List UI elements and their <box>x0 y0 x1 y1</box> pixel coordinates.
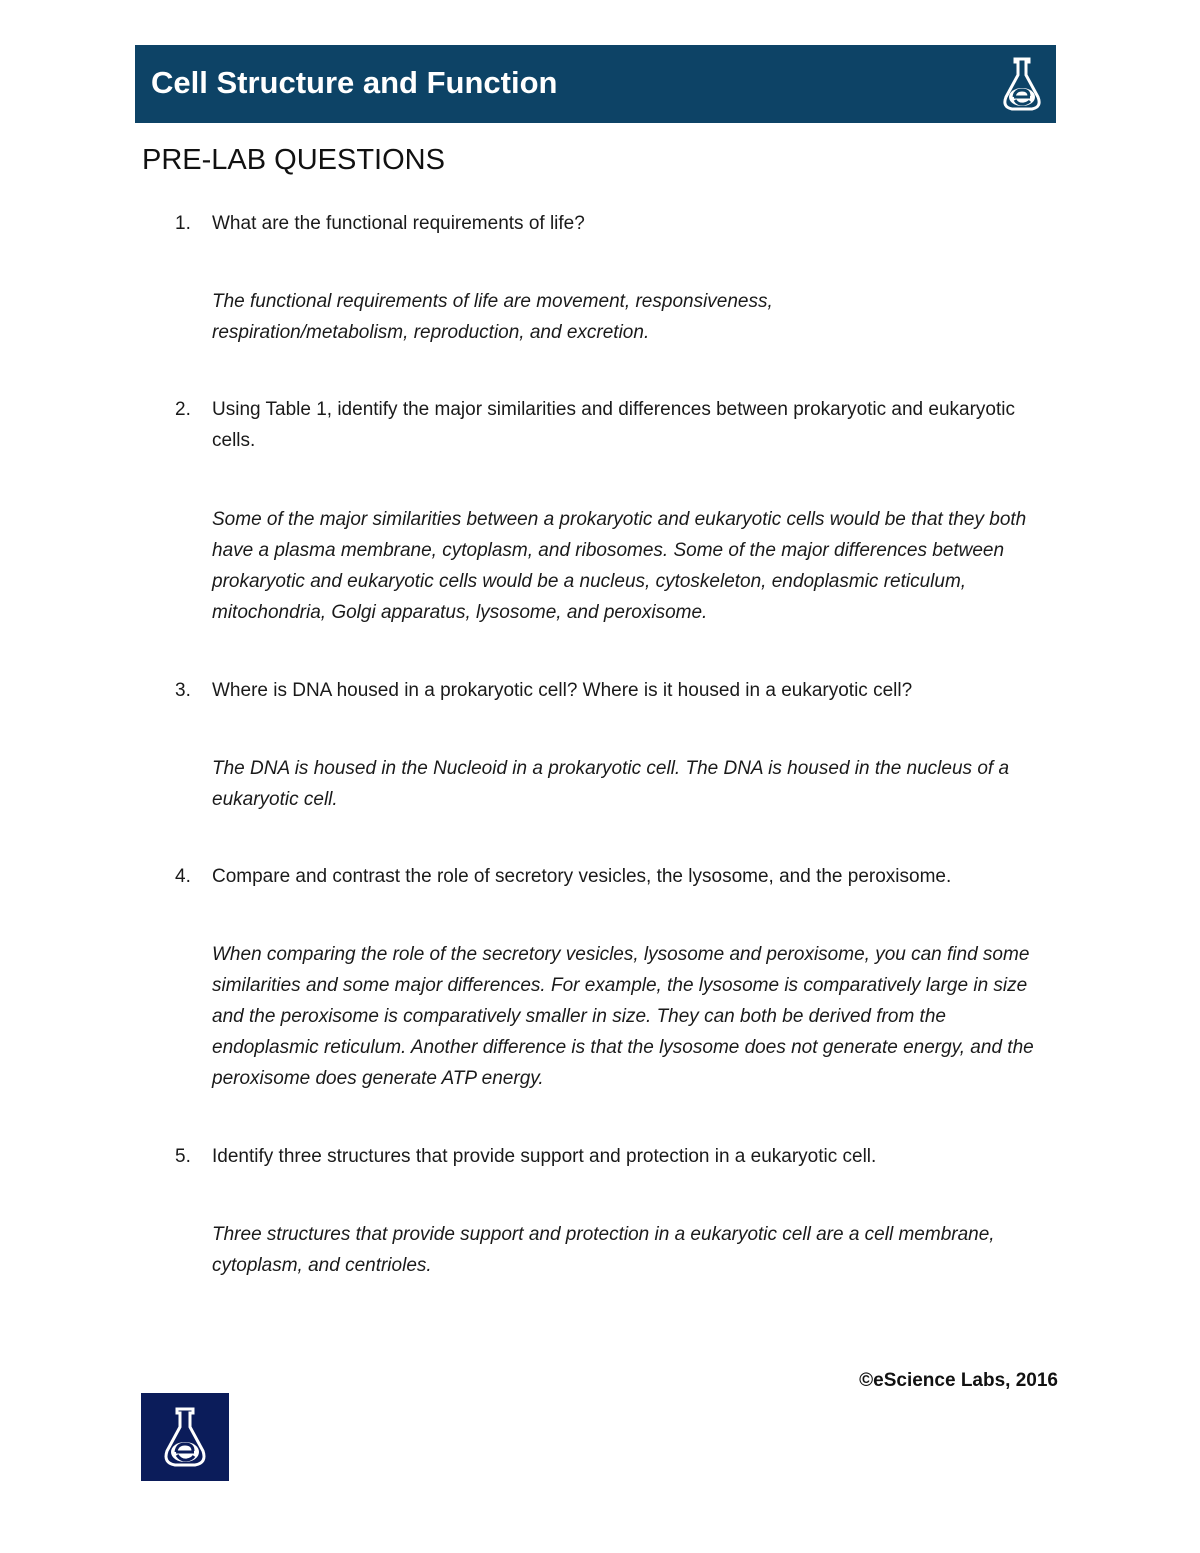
question-number: 1. <box>175 213 191 234</box>
question-number: 5. <box>175 1146 191 1167</box>
answer-text: The functional requirements of life are movement, responsiveness, respiration/metabolism, reproduction, and excretion. <box>212 291 773 343</box>
answer-text: The DNA is housed in the Nucleoid in a prokaryotic cell. The DNA is housed in the nucleus of a eukaryotic cell. <box>212 758 1010 810</box>
document-title: Cell Structure and Function <box>151 65 558 100</box>
question-text: What are the functional requirements of life? <box>212 213 585 234</box>
question-text: Where is DNA housed in a prokaryotic cell? Where is it housed in a eukaryotic cell? <box>212 680 913 701</box>
answer-text: Some of the major similarities between a prokaryotic and eukaryotic cells would be that they both have a plasma membrane, cytoplasm, and ribosomes. Some of the major differences between prokaryotic and eukaryotic cells would be a nucleus, cytoskeleton, endoplasmic reticulum, mitochondria, Golgi apparatus, lysosome, and peroxisome. <box>212 509 1027 623</box>
answer-text: Three structures that provide support and protection in a eukaryotic cell are a cell membrane, cytoplasm, and centrioles. <box>212 1224 995 1276</box>
copyright-notice: ©eScience Labs, 2016 <box>859 1370 1058 1391</box>
question-number: 4. <box>175 866 191 887</box>
question-number: 3. <box>175 680 191 701</box>
question-text: Identify three structures that provide support and protection in a eukaryotic cell. <box>212 1146 877 1167</box>
question-text: Compare and contrast the role of secretory vesicles, the lysosome, and the peroxisome. <box>212 866 952 887</box>
question-number: 2. <box>175 399 191 420</box>
section-title: PRE-LAB QUESTIONS <box>142 144 445 176</box>
question-text: Using Table 1, identify the major similarities and differences between prokaryotic and eukaryotic cells. <box>212 399 1015 451</box>
footer-logo <box>141 1393 229 1481</box>
flask-e-logo-icon <box>161 1405 209 1469</box>
answer-text: When comparing the role of the secretory vesicles, lysosome and peroxisome, you can find some similarities and some major differences. For example, the lysosome is comparatively large in size and the peroxisome is comparatively smaller in size. They can both be derived from the endoplasmic reticulum. Another difference is that the lysosome does not generate energy, and the peroxisome does generate ATP energy. <box>212 944 1034 1089</box>
